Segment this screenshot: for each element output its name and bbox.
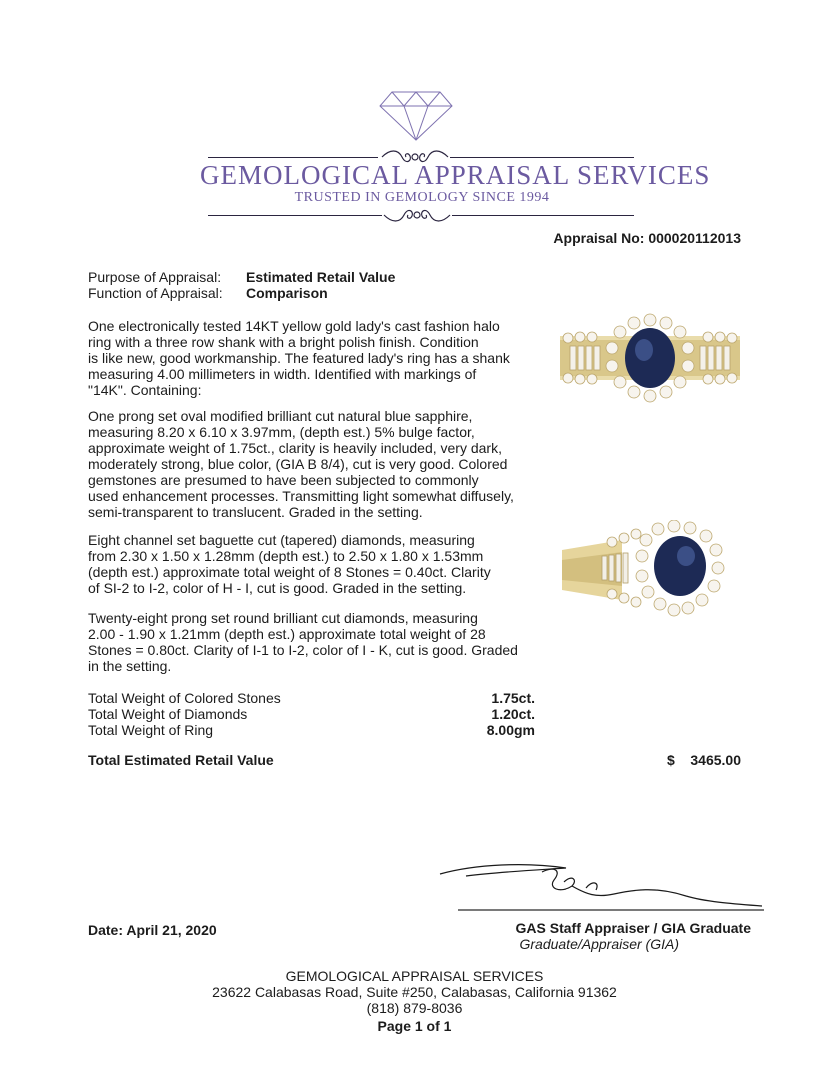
text-line: "14K". Containing: — [88, 382, 202, 398]
ring-photo-top — [560, 310, 740, 406]
footer-phone: (818) 879-8036 — [366, 1000, 463, 1016]
text-line: Twenty-eight prong set round brilliant cut diamonds, measuring — [88, 610, 478, 626]
colored-stones-weight-value: 1.75ct. — [491, 690, 535, 706]
round-diamonds-paragraph — [88, 610, 528, 674]
diamonds-weight-label: Total Weight of Diamonds — [88, 706, 248, 722]
footer-company: GEMOLOGICAL APPRAISAL SERVICES — [285, 968, 544, 984]
sapphire-description-paragraph — [88, 408, 528, 520]
text-line: of SI-2 to I-2, color of H - I, cut is good. Graded in the setting. — [88, 580, 467, 596]
text-line: One electronically tested 14KT yellow gold lady's cast fashion halo — [88, 318, 500, 334]
text-line: approximate weight of 1.75ct., clarity is heavily included, very dark, — [88, 440, 502, 456]
text-line: ring with a three row shank with a bright polish finish. Condition — [88, 334, 479, 350]
baguette-diamonds-paragraph — [88, 532, 528, 596]
purpose-label: Purpose of Appraisal: — [88, 269, 222, 285]
colored-stones-weight-label: Total Weight of Colored Stones — [88, 690, 281, 706]
retail-value-label: Total Estimated Retail Value — [88, 752, 274, 768]
text-line: from 2.30 x 1.50 x 1.28mm (depth est.) to 2.50 x 1.80 x 1.53mm — [88, 548, 484, 564]
text-line: Eight channel set baguette cut (tapered) diamonds, measuring — [88, 532, 475, 548]
footer-address: 23622 Calabasas Road, Suite #250, Calabasas, California 91362 — [212, 984, 617, 1000]
appraisal-number: Appraisal No: 000020112013 — [553, 230, 741, 246]
text-line: 2.00 - 1.90 x 1.21mm (depth est.) approximate total weight of 28 — [88, 626, 486, 642]
flourish-ornament-icon — [382, 206, 452, 224]
text-line: Stones = 0.80ct. Clarity of I-1 to I-2, color of I - K, cut is good. Graded — [88, 642, 518, 658]
ring-description-paragraph — [88, 318, 528, 398]
function-label: Function of Appraisal: — [88, 285, 223, 301]
signature-mark — [436, 860, 766, 916]
appraiser-title: GAS Staff Appraiser / GIA Graduate — [515, 920, 751, 936]
page-number: Page 1 of 1 — [377, 1018, 452, 1034]
ring-weight-value: 8.00gm — [486, 722, 535, 738]
text-line: semi-transparent to translucent. Graded in the setting. — [88, 504, 423, 520]
header-rule-bottom-left — [208, 215, 382, 216]
ring-photo-side — [562, 520, 744, 618]
text-line: moderately strong, blue color, (GIA B 8/4), cut is very good. Colored — [88, 456, 508, 472]
appraisal-date: Date: April 21, 2020 — [88, 922, 217, 938]
text-line: measuring 4.00 millimeters in width. Identified with markings of — [88, 366, 477, 382]
diamonds-weight-value: 1.20ct. — [491, 706, 535, 722]
header-rule-bottom-right — [452, 215, 634, 216]
text-line: in the setting. — [88, 658, 172, 674]
text-line: One prong set oval modified brilliant cut natural blue sapphire, — [88, 408, 473, 424]
text-line: (depth est.) approximate total weight of 8 Stones = 0.40ct. Clarity — [88, 564, 491, 580]
header-rule-top-left — [208, 157, 378, 158]
text-line: is like new, good workmanship. The featured lady's ring has a shank — [88, 350, 510, 366]
text-line: gemstones are presumed to have been subjected to commonly — [88, 472, 479, 488]
company-name: GEMOLOGICAL APPRAISAL SERVICES — [200, 160, 711, 190]
purpose-value: Estimated Retail Value — [246, 269, 396, 285]
text-line: measuring 8.20 x 6.10 x 3.97mm, (depth est.) 5% bulge factor, — [88, 424, 475, 440]
text-line: used enhancement processes. Transmitting light somewhat diffusely, — [88, 488, 514, 504]
retail-value: $ 3465.00 — [667, 752, 741, 768]
diamond-logo-icon — [378, 90, 454, 142]
ring-weight-label: Total Weight of Ring — [88, 722, 214, 738]
company-tagline: TRUSTED IN GEMOLOGY SINCE 1994 — [294, 190, 550, 205]
appraiser-subtitle: Graduate/Appraiser (GIA) — [519, 936, 679, 952]
function-value: Comparison — [246, 285, 328, 301]
header-rule-top-right — [450, 157, 634, 158]
